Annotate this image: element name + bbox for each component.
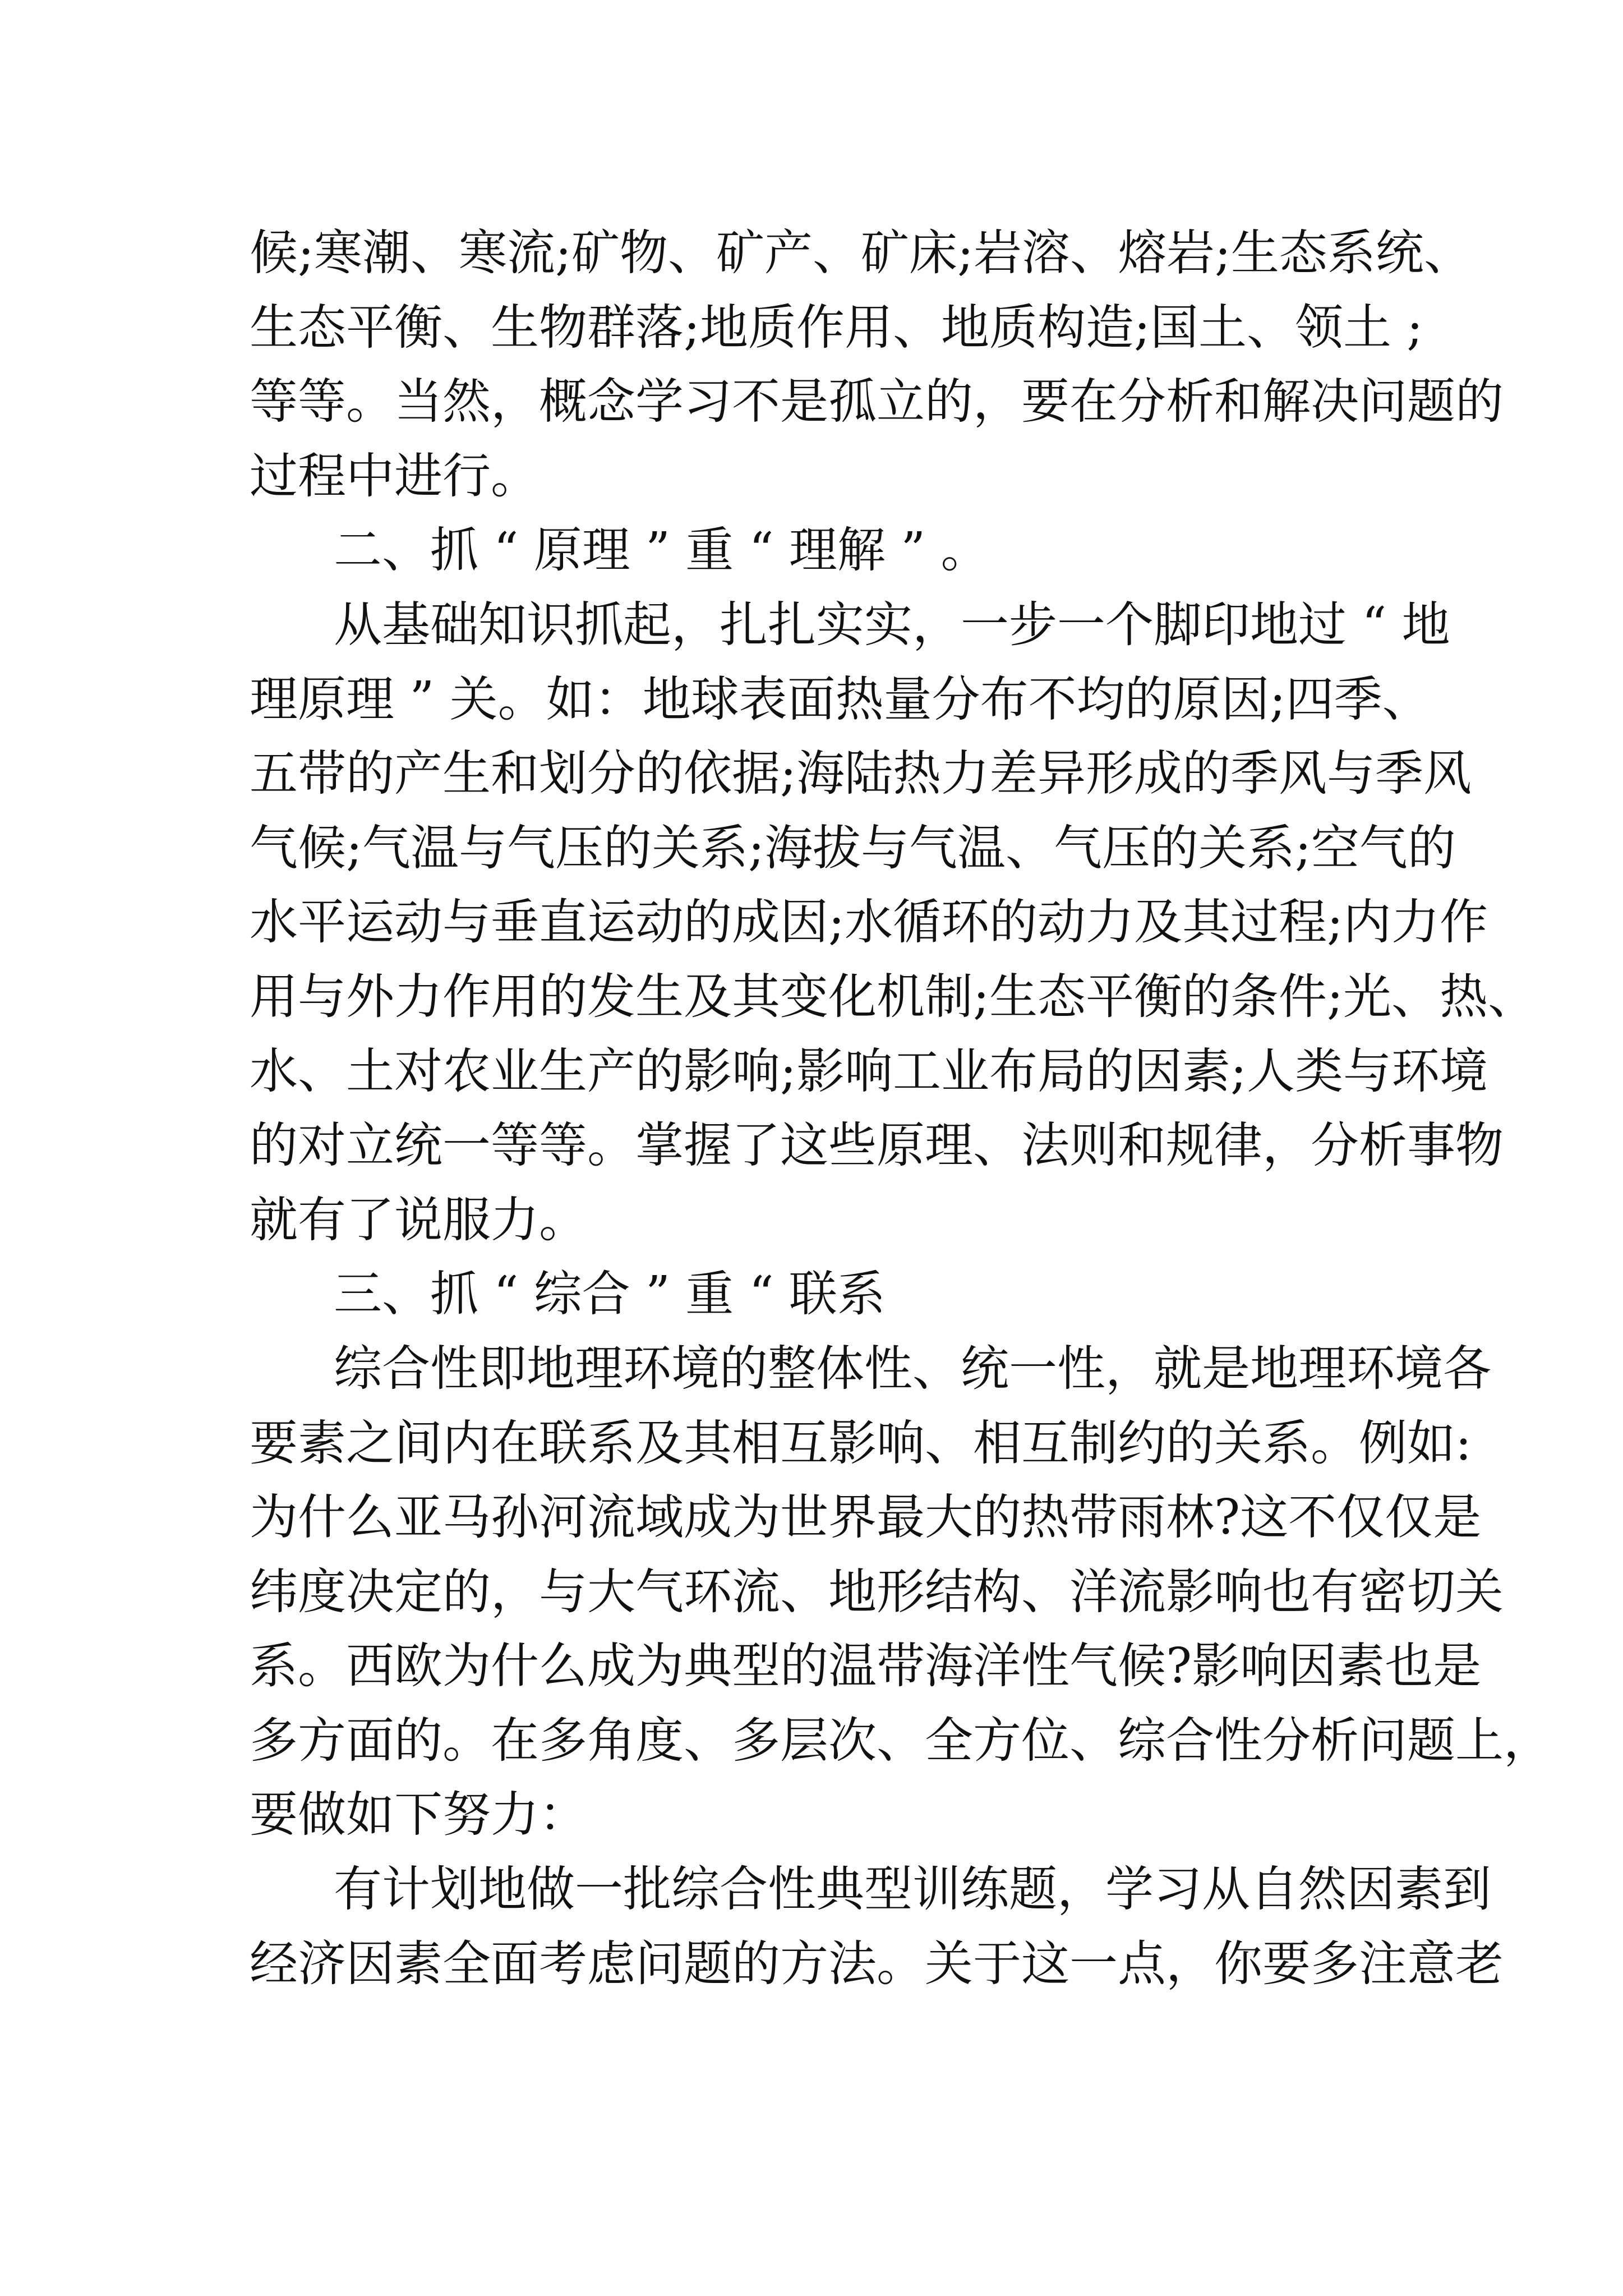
text-line: 水、土对农业生产的影响;影响工业布局的因素;人类与环境 [250, 1043, 1488, 1099]
text-line: 有计划地做一批综合性典型训练题，学习从自然因素到 [334, 1861, 1491, 1918]
text-line: 要素之间内在联系及其相互影响、相互制约的关系。例如: [250, 1415, 1472, 1471]
text-line: 气候;气温与气压的关系;海拔与气温、气压的关系;空气的 [250, 820, 1456, 876]
text-line: 理原理 ” 关。如：地球表面热量分布不均的原因;四季、 [250, 671, 1431, 728]
text-line: 为什么亚马孙河流域成为世界最大的热带雨林?这不仅仅是 [250, 1489, 1482, 1546]
text-line: 就有了说服力。 [250, 1191, 587, 1248]
section-heading: 三、抓 “ 综合 ” 重 “ 联系 [334, 1266, 886, 1323]
section-heading: 二、抓 “ 原理 ” 重 “ 理解 ” 。 [334, 522, 989, 579]
text-line: 多方面的。在多角度、多层次、全方位、综合性分析问题上， [250, 1712, 1552, 1769]
text-line: 纬度决定的，与大气环流、地形结构、洋流影响也有密切关 [250, 1563, 1504, 1620]
text-line: 系。西欧为什么成为典型的温带海洋性气候?影响因素也是 [250, 1638, 1482, 1695]
text-line: 从基础知识抓起，扎扎实实，一步一个脚印地过 “ 地 [334, 596, 1450, 653]
text-line: 综合性即地理环境的整体性、统一性，就是地理环境各 [334, 1340, 1491, 1397]
text-line: 候;寒潮、寒流;矿物、矿产、矿床;岩溶、熔岩;生态系统、 [250, 225, 1472, 281]
text-line: 用与外力作用的发生及其变化机制;生态平衡的条件;光、热、 [250, 968, 1536, 1025]
text-line: 经济因素全面考虑问题的方法。关于这一点，你要多注意老 [250, 1935, 1504, 1992]
text-line: 水平运动与垂直运动的成因;水循环的动力及其过程;内力作 [250, 894, 1488, 951]
text-line: 的对立统一等等。掌握了这些原理、法则和规律，分析事物 [250, 1117, 1504, 1174]
text-line: 等等。当然，概念学习不是孤立的，要在分析和解决问题的 [250, 374, 1504, 430]
text-line: 生态平衡、生物群落;地质作用、地质构造;国土、领土 ; [250, 299, 1423, 356]
text-line: 过程中进行。 [250, 448, 539, 504]
text-line: 五带的产生和划分的依据;海陆热力差异形成的季风与季风 [250, 746, 1472, 802]
document-body [250, 216, 1552, 2001]
text-line: 要做如下努力： [250, 1787, 587, 1843]
